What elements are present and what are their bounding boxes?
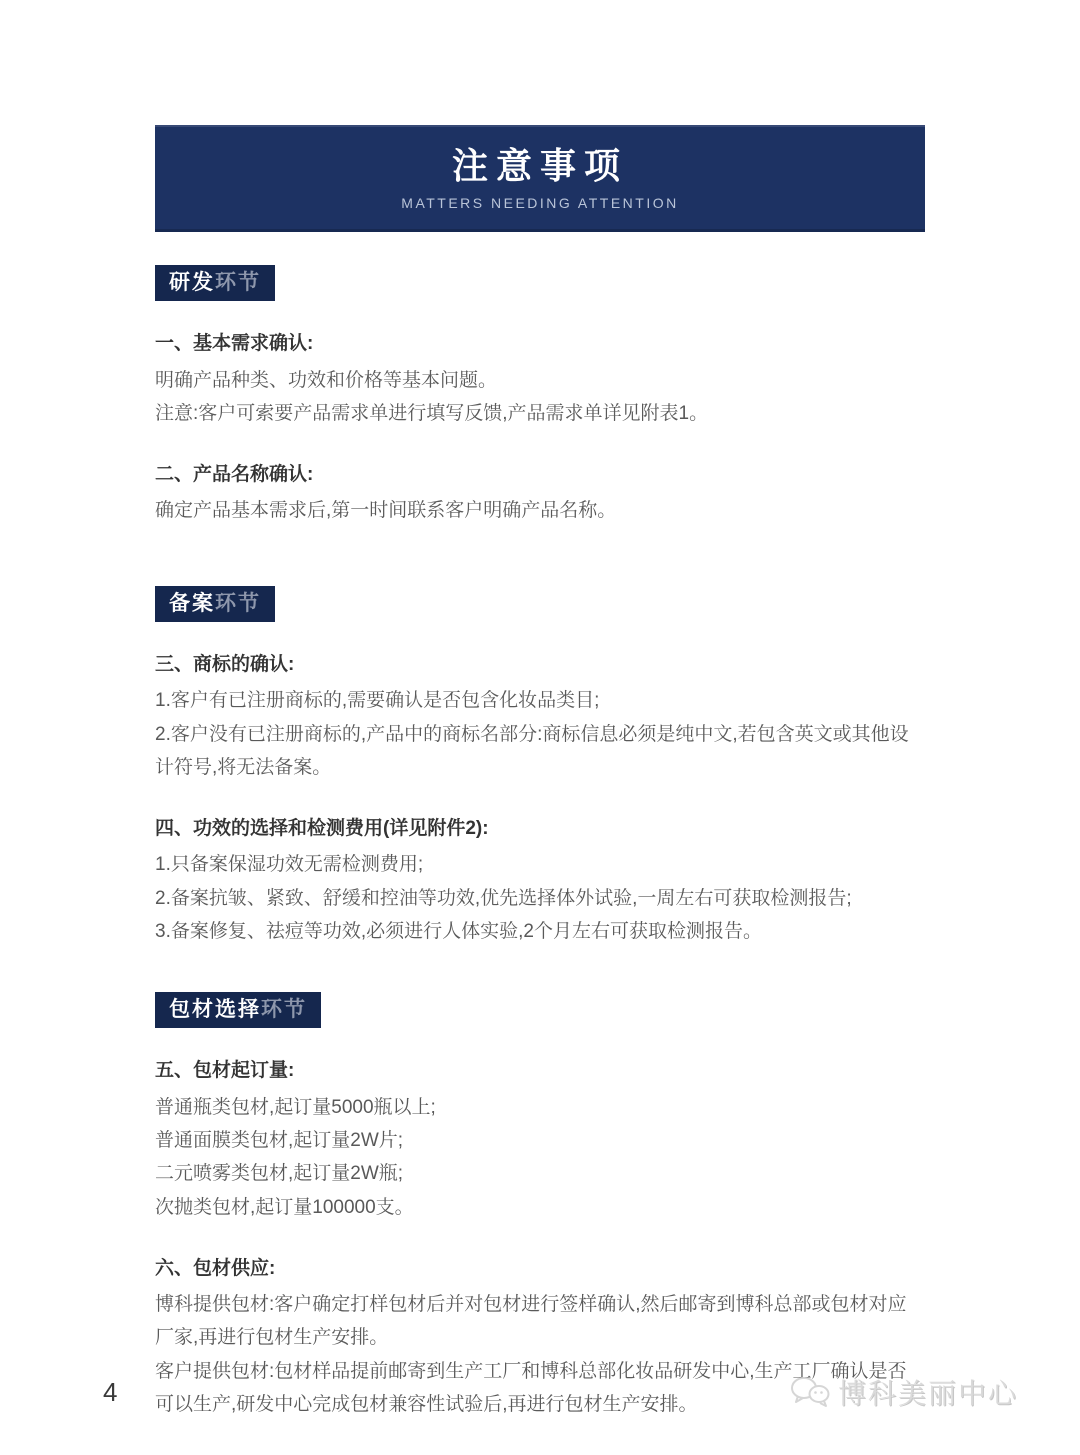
section-label-light: 环节: [215, 271, 261, 294]
block-basic-needs: [155, 329, 925, 430]
block-heading: 三、商标的确认:: [155, 653, 295, 675]
page-banner: [155, 125, 925, 232]
body-line: 博科提供包材:客户确定打样包材后并对包材进行签样确认,然后邮寄到博科总部或包材对应厂家,再进行包材生产安排。: [155, 1294, 907, 1349]
block-heading: 一、基本需求确认:: [155, 333, 314, 355]
block-heading: 五、包材起订量:: [155, 1060, 295, 1082]
body-line: 注意:客户可索要产品需求单进行填写反馈,产品需求单详见附表1。: [155, 402, 709, 424]
page-title: 注意事项: [451, 145, 628, 187]
section-label-packaging: [155, 992, 321, 1028]
block-trademark: [155, 650, 925, 784]
section-label-filing: [155, 586, 275, 622]
page-subtitle: MATTERS NEEDING ATTENTION: [401, 194, 679, 211]
block-heading: 六、包材供应:: [155, 1257, 276, 1279]
section-filing: [155, 528, 925, 948]
body-line: 二元喷雾类包材,起订量2W瓶;: [155, 1163, 404, 1185]
body-line: 普通面膜类包材,起订量2W片;: [155, 1130, 404, 1152]
block-efficacy-testing: [155, 814, 925, 948]
body-line: 1.客户有已注册商标的,需要确认是否包含化妆品类目;: [155, 690, 600, 712]
watermark-text: 博科美丽中心: [837, 1378, 1018, 1409]
body-line: 1.只备案保湿功效无需检测费用;: [155, 854, 424, 876]
section-label-bold: 包材选择: [169, 998, 261, 1022]
section-rd: [155, 232, 925, 528]
section-label-light: 环节: [215, 591, 261, 615]
section-packaging: [155, 948, 925, 1421]
body-line: 明确产品种类、功效和价格等基本问题。: [155, 369, 498, 391]
block-product-name: [155, 460, 925, 528]
page-number: 4: [103, 1376, 118, 1407]
block-heading: 四、功效的选择和检测费用(详见附件2):: [155, 818, 489, 840]
body-line: 2.客户没有已注册商标的,产品中的商标名部分:商标信息必须是纯中文,若包含英文或其他设计符号,将无法备案。: [155, 723, 909, 778]
body-line: 2.备案抗皱、紧致、舒缓和控油等功效,优先选择体外试验,一周左右可获取检测报告;: [155, 887, 852, 909]
section-label-rd: [155, 265, 275, 301]
wechat-watermark: [790, 1372, 1018, 1412]
section-label-light: 环节: [261, 998, 307, 1022]
body-line: 客户提供包材:包材样品提前邮寄到生产工厂和博科总部化妆品研发中心,生产工厂确认是否可以生产,研发中心完成包材兼容性试验后,再进行包材生产安排。: [155, 1360, 907, 1415]
body-line: 普通瓶类包材,起订量5000瓶以上;: [155, 1096, 436, 1118]
wechat-icon: [790, 1375, 832, 1409]
body-line: 确定产品基本需求后,第一时间联系客户明确产品名称。: [155, 500, 617, 522]
content-column: [155, 0, 925, 1455]
block-moq: [155, 1056, 925, 1223]
body-line: 3.备案修复、祛痘等功效,必须进行人体实验,2个月左右可获取检测报告。: [155, 920, 762, 942]
block-heading: 二、产品名称确认:: [155, 464, 314, 486]
page-footer: [0, 1362, 1080, 1422]
body-line: 次抛类包材,起订量100000支。: [155, 1196, 414, 1218]
section-label-bold: 备案: [169, 591, 215, 615]
section-label-bold: 研发: [169, 271, 215, 294]
